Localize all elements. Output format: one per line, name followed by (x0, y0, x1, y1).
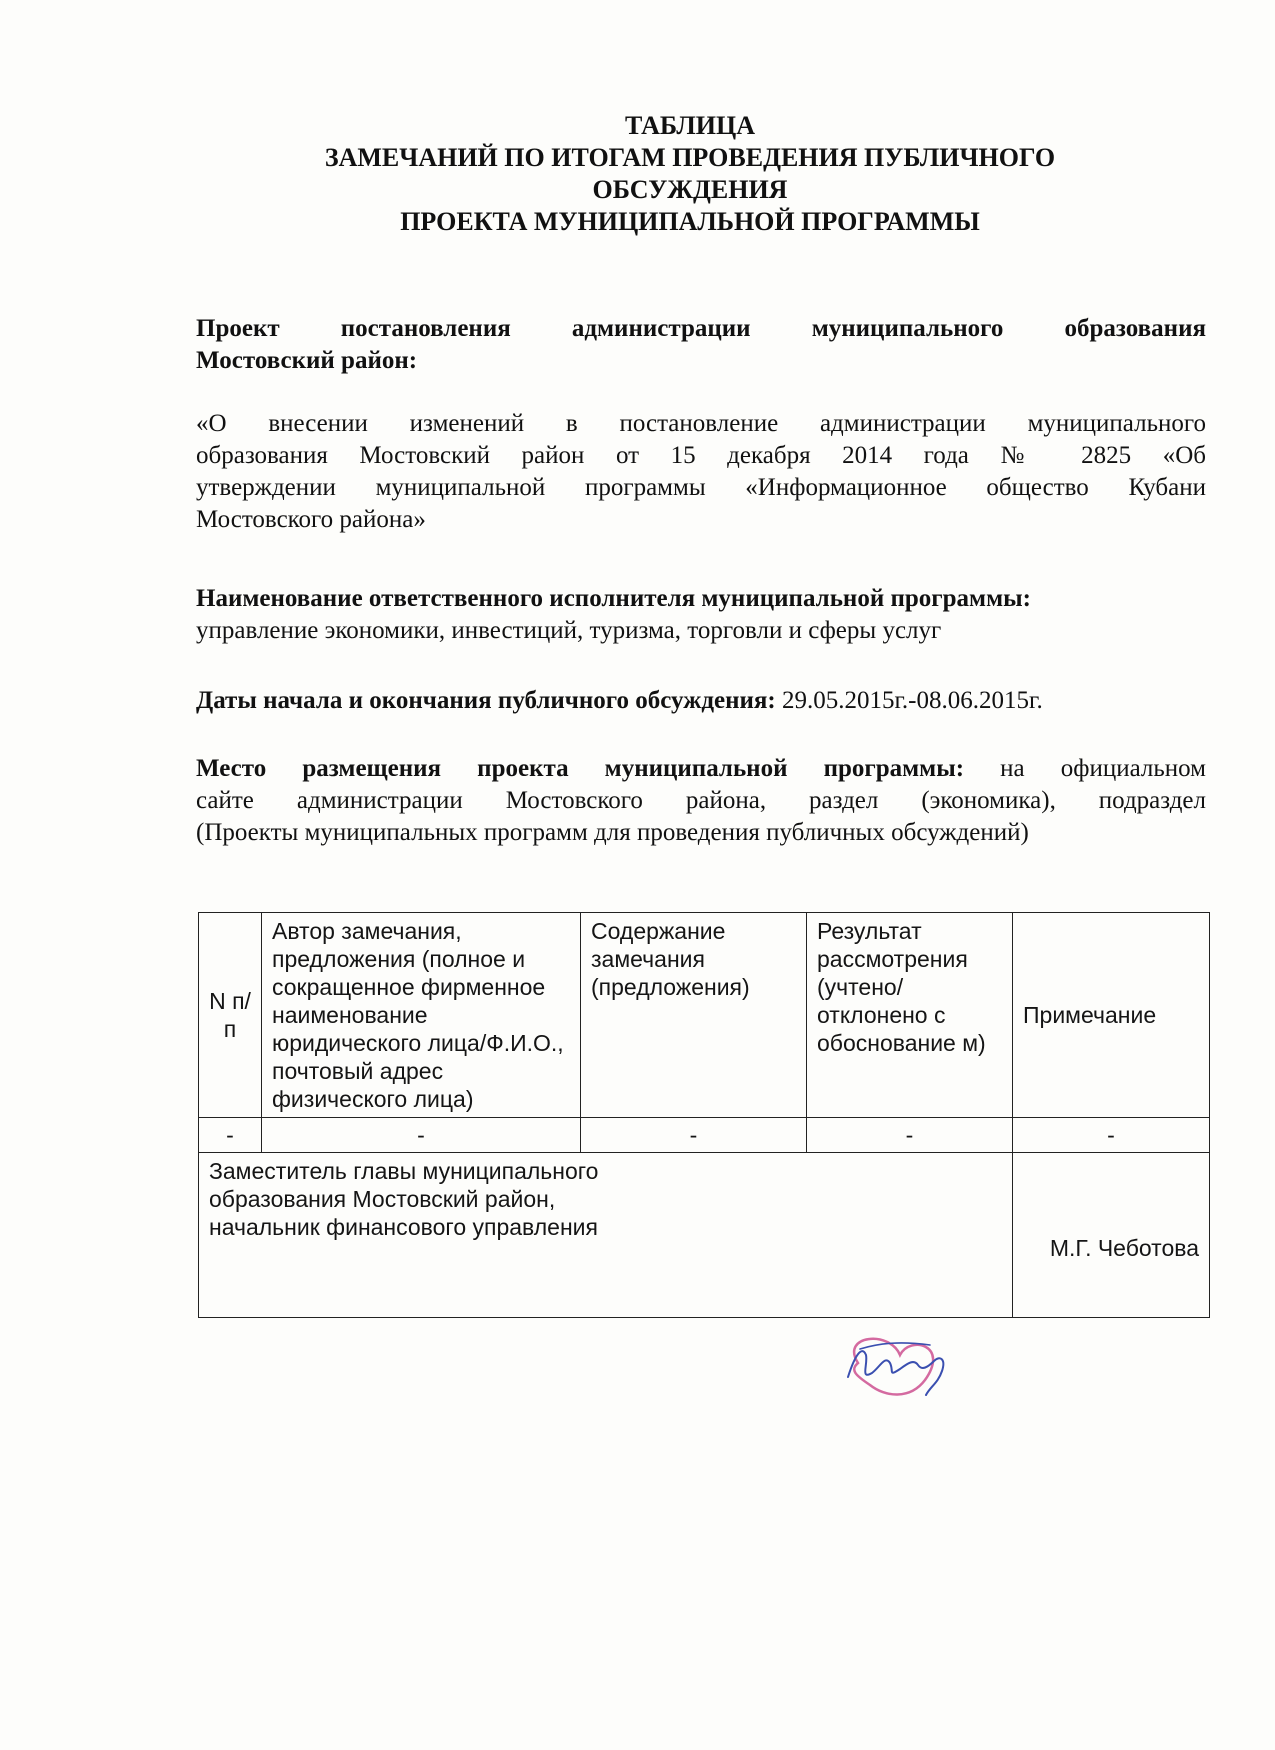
signature-row (199, 1153, 1210, 1318)
dash-cell-n: - (199, 1118, 262, 1153)
placement-label: Место размещения проекта муниципальной программы: (196, 755, 965, 782)
dash-cell-author: - (262, 1118, 581, 1153)
executor-label: Наименование ответственного исполнителя муниципальной программы: (196, 585, 1031, 612)
dates-label: Даты начала и окончания публичного обсуждения: (196, 687, 776, 714)
executor-value: управление экономики, инвестиций, туризма, торговли и сферы услуг (196, 617, 942, 644)
title-line-2: ЗАМЕЧАНИЙ ПО ИТОГАМ ПРОВЕДЕНИЯ ПУБЛИЧНОГО (324, 143, 1056, 172)
document-title (260, 110, 1120, 238)
decree-line-2: образования Мостовский район от 15 декабря 2014 года № 2825 «Об (196, 442, 1206, 469)
decree-line-3: утверждении муниципальной программы «Информационное общество Кубани (196, 474, 1206, 501)
header-note: Примечание (1013, 913, 1210, 1118)
header-n: N п/п (199, 913, 262, 1118)
dash-cell-note: - (1013, 1118, 1210, 1153)
dates-value: 29.05.2015г.-08.06.2015г. (782, 687, 1043, 714)
dates-block (196, 685, 1206, 717)
dash-cell-content: - (581, 1118, 807, 1153)
project-label (196, 313, 1206, 377)
header-author: Автор замечания, предложения (полное и сокращенное фирменное наименование юридического лица/Ф.И.О., почтовый адрес физического лица) (262, 913, 581, 1118)
decree-line-1: «О внесении изменений в постановление администрации муниципального (196, 410, 1206, 437)
header-content: Содержание замечания (предложения) (581, 913, 807, 1118)
decree-text (196, 408, 1206, 536)
signer-position-text: Заместитель главы муниципального образования Мостовский район, начальник финансового управления (209, 1158, 599, 1240)
title-line-1: ТАБЛИЦА (625, 111, 755, 140)
project-label-line-1: Проект постановления администрации муниципального образования (196, 315, 1206, 342)
table-row (199, 1118, 1210, 1153)
dash-cell-result: - (807, 1118, 1013, 1153)
header-result: Результат рассмотрения (учтено/ отклонено с обоснование м) (807, 913, 1013, 1118)
signer-name: М.Г. Чеботова (1013, 1153, 1210, 1318)
title-line-3: ОБСУЖДЕНИЯ (592, 175, 788, 204)
remarks-table (198, 912, 1210, 1318)
placement-value-start: на официальном (1000, 755, 1206, 782)
project-label-line-2: Мостовский район: (196, 347, 418, 374)
table-header-row (199, 913, 1210, 1118)
title-line-4: ПРОЕКТА МУНИЦИПАЛЬНОЙ ПРОГРАММЫ (400, 207, 980, 236)
placement-line-2: сайте администрации Мостовского района, раздел (экономика), подраздел (196, 787, 1206, 814)
placement-block (196, 753, 1206, 849)
executor-block (196, 583, 1206, 647)
placement-line-3: (Проекты муниципальных программ для проведения публичных обсуждений) (196, 819, 1029, 846)
decree-line-4: Мостовского района» (196, 506, 426, 533)
handwritten-signature-icon (830, 1325, 960, 1405)
signer-position (199, 1153, 1013, 1318)
